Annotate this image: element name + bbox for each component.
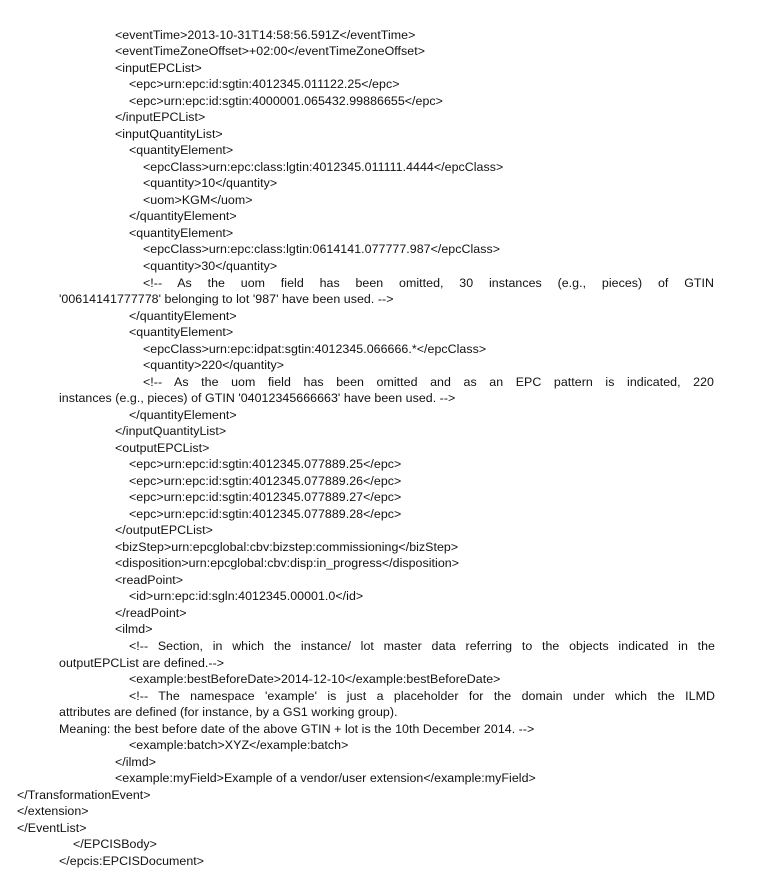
xml-line: </inputQuantityList> [115,424,227,438]
xml-comment-line: instances (e.g., pieces) of GTIN '04012345666663' have been used. --> [59,391,456,405]
xml-comment-line: <!-- Section, in which the instance/ lot master data referring to the objects indicated in the [129,639,715,653]
xml-line: <id>urn:epc:id:sgln:4012345.00001.0</id> [129,589,364,603]
xml-line: </readPoint> [115,606,187,620]
xml-line: <eventTime>2013-10-31T14:58:56.591Z</eventTime> [115,28,416,42]
xml-line: <epcClass>urn:epc:class:lgtin:0614141.077777.987</epcClass> [143,242,501,256]
xml-line: <outputEPCList> [115,441,210,455]
xml-comment-line: <!-- As the uom field has been omitted and as an EPC pattern is indicated, 220 [143,375,714,389]
xml-line: <eventTimeZoneOffset>+02:00</eventTimeZoneOffset> [115,44,425,58]
xml-line: </ilmd> [115,755,156,769]
xml-line: <epc>urn:epc:id:sgtin:4012345.077889.27</epc> [129,490,402,504]
xml-line: </quantityElement> [129,209,237,223]
xml-comment-line: outputEPCList are defined.--> [59,656,225,670]
xml-line: </quantityElement> [129,309,237,323]
xml-line: </TransformationEvent> [17,788,151,802]
xml-line: <ilmd> [115,622,153,636]
xml-line: </outputEPCList> [115,523,213,537]
xml-line: <epcClass>urn:epc:class:lgtin:4012345.011111.4444</epcClass> [143,160,504,174]
xml-comment-line: '00614141777778' belonging to lot '987' have been used. --> [59,292,394,306]
xml-line: </EPCISBody> [73,837,157,851]
xml-comment-line: attributes are defined (for instance, by a GS1 working group). [59,705,398,719]
xml-line: <readPoint> [115,573,184,587]
xml-line: </epcis:EPCISDocument> [59,854,205,868]
xml-line: <quantityElement> [129,226,234,240]
xml-line: <bizStep>urn:epcglobal:cbv:bizstep:commissioning</bizStep> [115,540,459,554]
xml-line: <epc>urn:epc:id:sgtin:4012345.011122.25</epc> [129,77,400,91]
xml-line: <quantity>30</quantity> [143,259,278,273]
xml-line: <quantity>220</quantity> [143,358,285,372]
xml-line: <epc>urn:epc:id:sgtin:4000001.065432.99886655</epc> [129,94,443,108]
xml-line: </EventList> [17,821,87,835]
xml-line: <example:myField>Example of a vendor/user extension</example:myField> [115,771,536,785]
xml-line: <example:batch>XYZ</example:batch> [129,738,349,752]
xml-line: <quantityElement> [129,143,234,157]
xml-line: </extension> [17,804,89,818]
xml-line: <epc>urn:epc:id:sgtin:4012345.077889.25</epc> [129,457,402,471]
xml-line: <inputQuantityList> [115,127,223,141]
xml-comment-line: <!-- The namespace 'example' is just a placeholder for the domain under which the ILMD [129,689,715,703]
xml-line: <quantityElement> [129,325,234,339]
xml-comment-line: Meaning: the best before date of the above GTIN + lot is the 10th December 2014. --> [59,722,535,736]
xml-line: <example:bestBeforeDate>2014-12-10</example:bestBeforeDate> [129,672,501,686]
xml-comment-line: <!-- As the uom field has been omitted, 30 instances (e.g., pieces) of GTIN [143,276,714,290]
xml-line: <quantity>10</quantity> [143,176,278,190]
xml-line: <disposition>urn:epcglobal:cbv:disp:in_progress</disposition> [115,556,460,570]
xml-line: </inputEPCList> [115,110,206,124]
xml-line: <epc>urn:epc:id:sgtin:4012345.077889.26</epc> [129,474,402,488]
xml-line: <epcClass>urn:epc:idpat:sgtin:4012345.066666.*</epcClass> [143,342,487,356]
xml-line: </quantityElement> [129,408,237,422]
xml-line: <uom>KGM</uom> [143,193,253,207]
xml-line: <inputEPCList> [115,61,202,75]
xml-line: <epc>urn:epc:id:sgtin:4012345.077889.28</epc> [129,507,402,521]
